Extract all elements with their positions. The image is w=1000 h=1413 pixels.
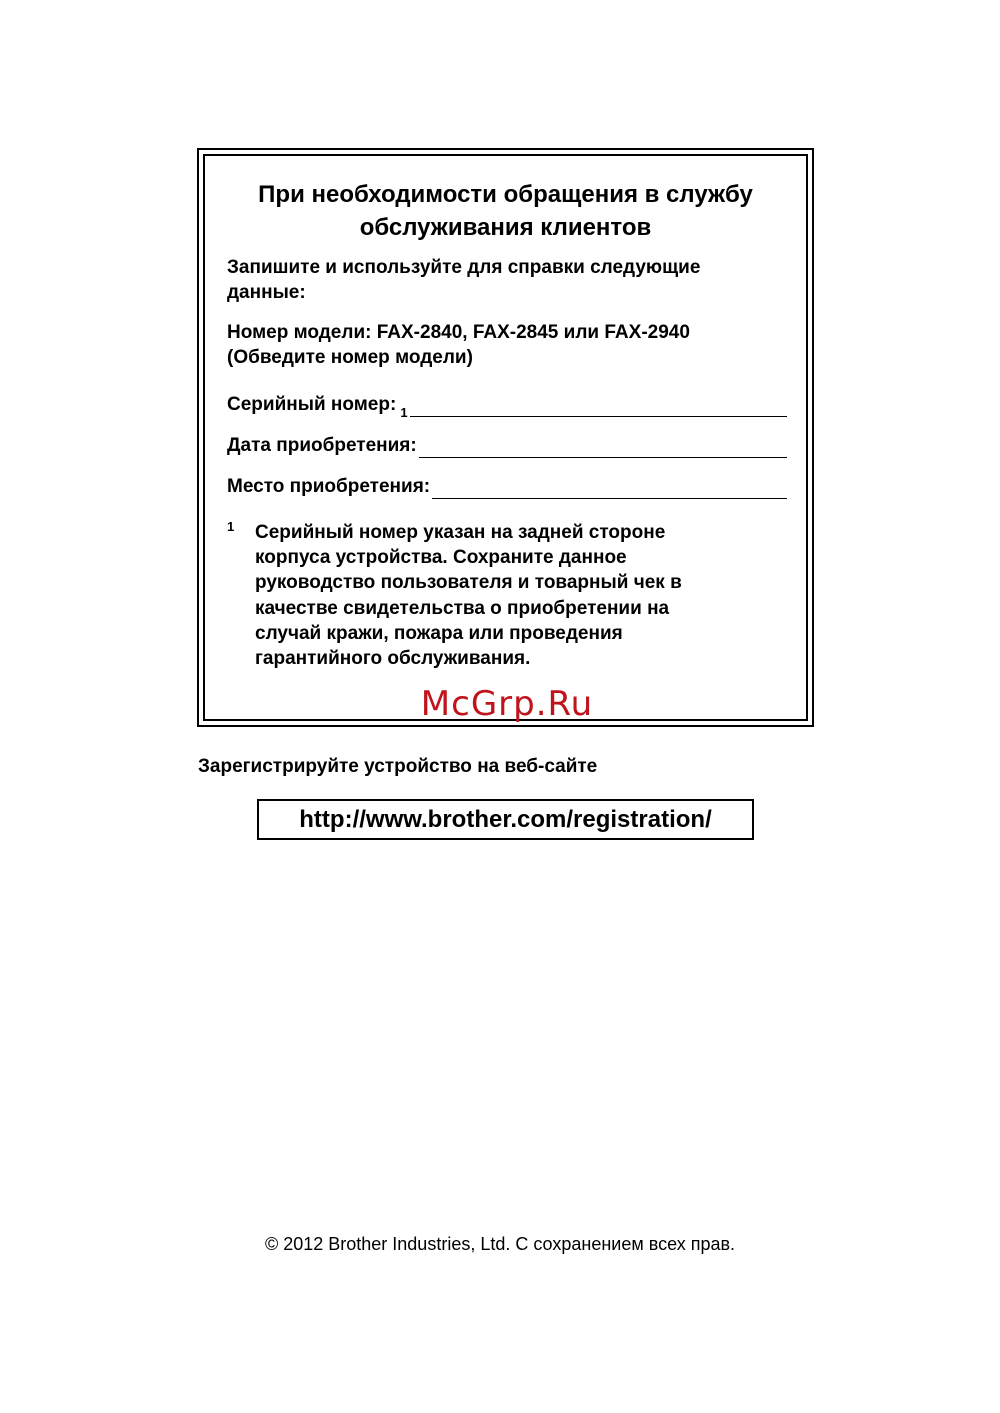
model-paragraph [227,320,787,370]
model-line-1: Номер модели: FAX-2840, FAX-2845 или FAX-2940 [227,322,690,343]
purchase-date-blank-line [419,437,787,458]
serial-number-blank-line [410,396,787,417]
purchase-place-field [227,474,787,499]
footnote-text [255,520,787,671]
footnote-mark: 1 [227,519,235,534]
purchase-place-blank-line [432,478,787,499]
serial-number-label: Серийный номер: [227,394,397,415]
footnote-line: корпуса устройства. Сохраните данное [255,547,627,569]
serial-number-field: Серийный номер: $^1$ [227,392,787,417]
intro-line-1: Запишите и используйте для справки следующие [227,257,701,278]
model-line-2: (Обведите номер модели) [227,347,473,368]
purchase-date-label: Дата приобретения: [227,435,417,456]
purchase-place-label: Место приобретения: [227,476,431,497]
footnote-line: случай кражи, пожара или проведения [255,622,623,644]
intro-paragraph [227,255,787,305]
register-label: Зарегистрируйте устройство на веб-сайте [198,756,598,777]
footnote-line: Серийный номер указан на задней стороне [255,522,666,543]
serial-footnote [227,520,787,671]
registration-url-box [257,799,754,840]
title-line-2: обслуживания клиентов [359,214,652,241]
footnote-line: качестве свидетельства о приобретении на [255,597,670,619]
footnote-line: гарантийного обслуживания. [255,648,531,670]
watermark: McGrp.Ru [420,684,594,724]
registration-url[interactable]: http://www.brother.com/registration/ [299,806,712,833]
footnote-line: руководство пользователя и товарный чек в [255,572,682,594]
intro-line-2: данные: [227,282,306,303]
copyright-notice: © 2012 Brother Industries, Ltd. С сохранением всех прав. [264,1234,736,1254]
customer-service-title [205,178,806,244]
customer-service-box [197,148,814,727]
customer-service-box-inner-border [203,154,808,721]
title-line-1: При необходимости обращения в службу [258,181,753,208]
purchase-date-field [227,433,787,458]
